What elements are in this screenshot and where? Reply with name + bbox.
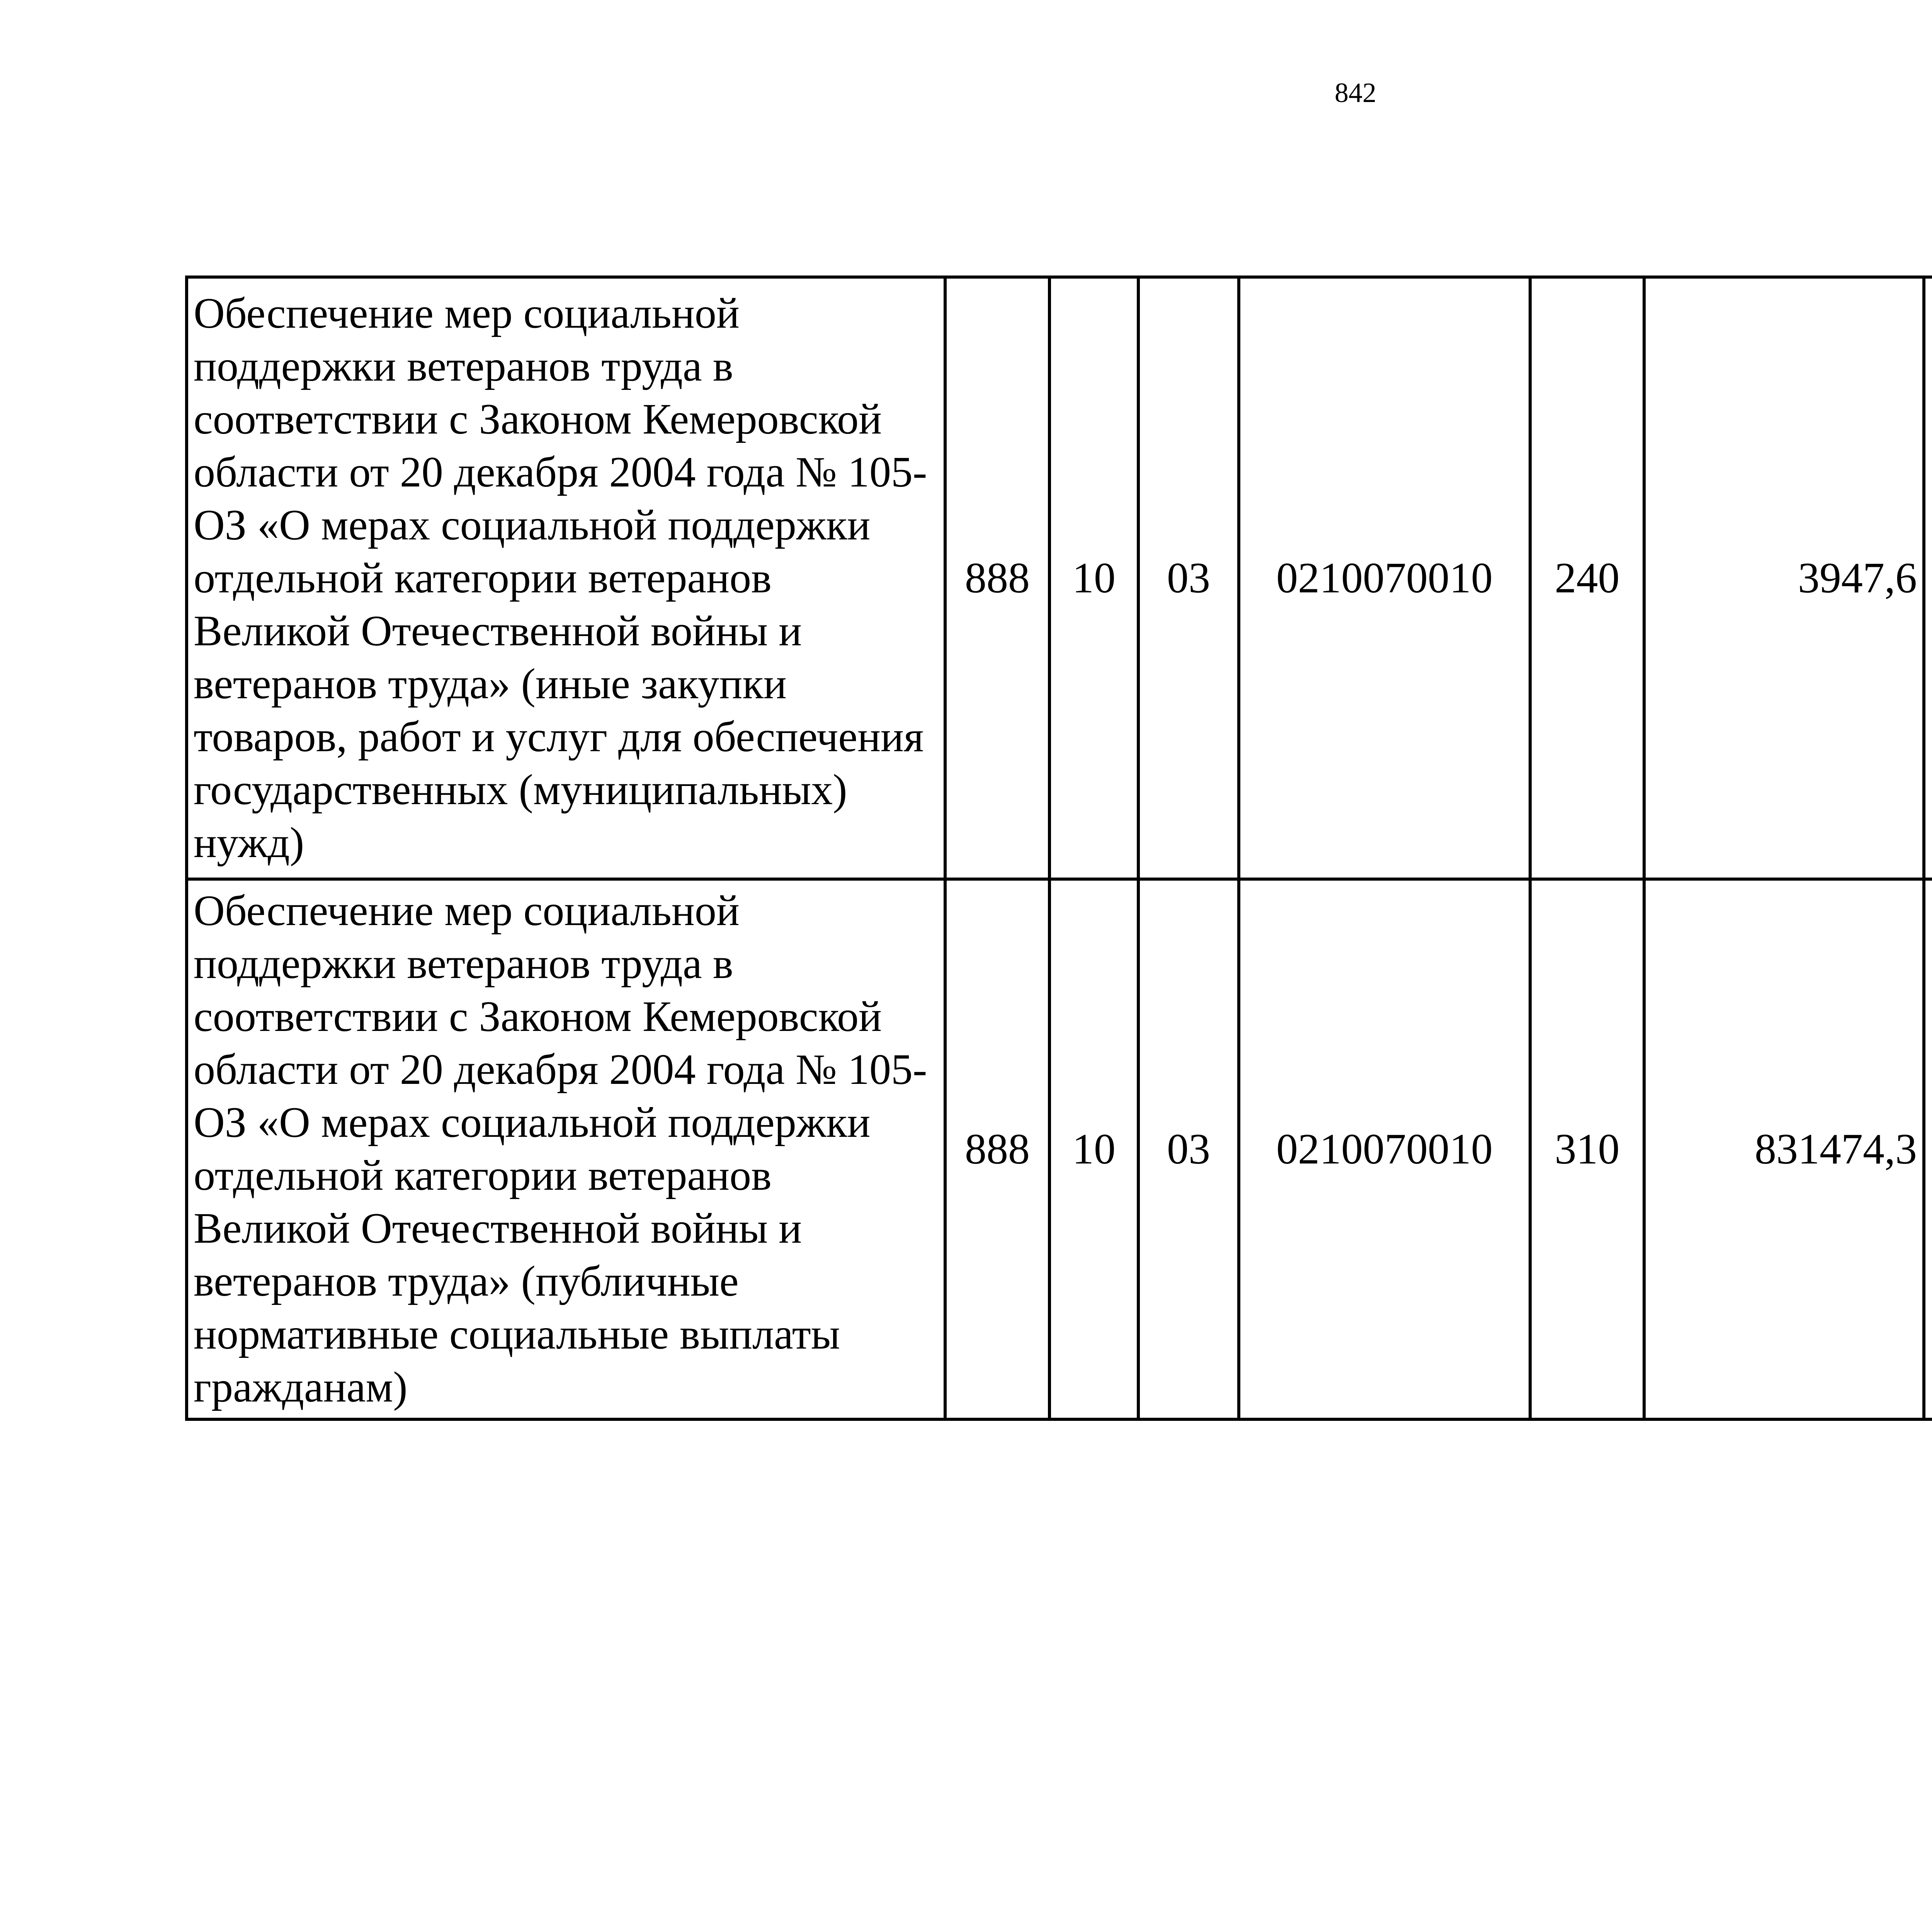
expense-type-code: 310 [1530,879,1644,1419]
subsection-code: 03 [1138,879,1239,1419]
row-description: Обеспечение мер социальной поддержки ветеранов труда в соответствии с Законом Кемеровской области от 20 декабря 2004 года № 105-ОЗ «О мерах социальной поддержки отдельной категории ветеранов Великой Отечественной войны и ветеранов труда» (публичные нормативные социальные выплаты гражданам) [187,879,945,1419]
section-code: 10 [1049,879,1138,1419]
target-article-code: 0210070010 [1239,879,1530,1419]
target-article-code: 0210070010 [1239,277,1530,879]
amount-year-2 [1924,879,1932,1419]
amount-year-1: 3947,6 [1644,277,1924,879]
table-row [187,879,1932,1419]
amount-year-1: 831474,3 [1644,879,1924,1419]
budget-table [185,276,1932,1421]
subsection-code: 03 [1138,277,1239,879]
amount-year-2 [1924,277,1932,879]
expense-type-code: 240 [1530,277,1644,879]
ministry-code: 888 [945,277,1049,879]
page-number: 842 [1335,77,1376,108]
row-description: Обеспечение мер социальной поддержки ветеранов труда в соответствии с Законом Кемеровской области от 20 декабря 2004 года № 105-ОЗ «О мерах социальной поддержки отдельной категории ветеранов Великой Отечественной войны и ветеранов труда» (иные закупки товаров, работ и услуг для обеспечения государственных (муниципальных) нужд) [187,277,945,879]
ministry-code: 888 [945,879,1049,1419]
section-code: 10 [1049,277,1138,879]
table-row [187,277,1932,879]
